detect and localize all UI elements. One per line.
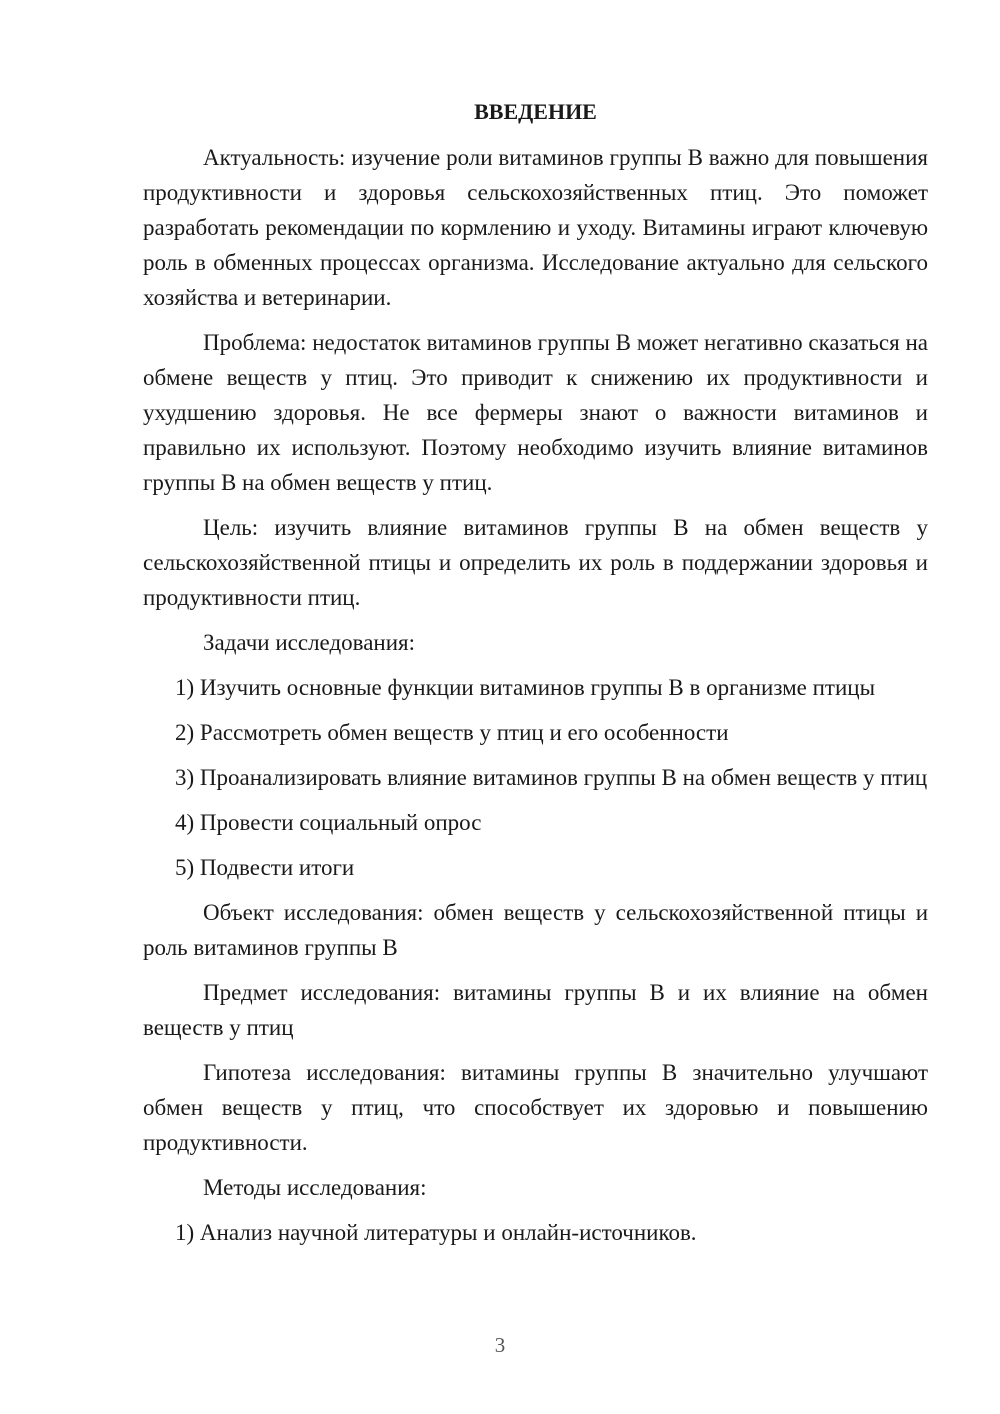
page-title: ВВЕДЕНИЕ bbox=[474, 99, 597, 124]
page-content bbox=[143, 94, 928, 1260]
relevance-paragraph: Актуальность: изучение роли витаминов группы В важно для повышения продуктивности и здоровья сельскохозяйственных птиц. Это поможет разработать рекомендации по кормлению и уходу. Витамины играют ключевую роль в обменных процессах организма. Исследование актуально для сельского хозяйства и ветеринарии. bbox=[143, 145, 928, 310]
object-paragraph: Объект исследования: обмен веществ у сельскохозяйственной птицы и роль витаминов группы В bbox=[143, 900, 928, 960]
hypothesis-paragraph: Гипотеза исследования: витамины группы В значительно улучшают обмен веществ у птиц, что способствует их здоровью и повышению продуктивности. bbox=[143, 1060, 928, 1155]
subject-paragraph: Предмет исследования: витамины группы В и их влияние на обмен веществ у птиц bbox=[143, 980, 928, 1040]
goal-paragraph: Цель: изучить влияние витаминов группы В на обмен веществ у сельскохозяйственной птицы и определить их роль в поддержании здоровья и продуктивности птиц. bbox=[143, 515, 928, 610]
method-item-1: 1) Анализ научной литературы и онлайн-источников. bbox=[175, 1220, 697, 1245]
tasks-heading: Задачи исследования: bbox=[203, 630, 416, 655]
task-item-5: 5) Подвести итоги bbox=[175, 855, 355, 880]
task-item-2: 2) Рассмотреть обмен веществ у птиц и его особенности bbox=[175, 720, 729, 745]
problem-paragraph: Проблема: недостаток витаминов группы В может негативно сказаться на обмене веществ у птиц. Это приводит к снижению их продуктивности и ухудшению здоровья. Не все фермеры знают о важности витаминов и правильно их используют. Поэтому необходимо изучить влияние витаминов группы В на обмен веществ у птиц. bbox=[143, 330, 928, 495]
task-item-3: 3) Проанализировать влияние витаминов группы В на обмен веществ у птиц bbox=[175, 765, 928, 790]
task-item-1: 1) Изучить основные функции витаминов группы В в организме птицы bbox=[175, 675, 876, 700]
page-number: 3 bbox=[494, 1333, 506, 1357]
methods-heading: Методы исследования: bbox=[203, 1175, 427, 1200]
task-item-4: 4) Провести социальный опрос bbox=[175, 810, 482, 835]
